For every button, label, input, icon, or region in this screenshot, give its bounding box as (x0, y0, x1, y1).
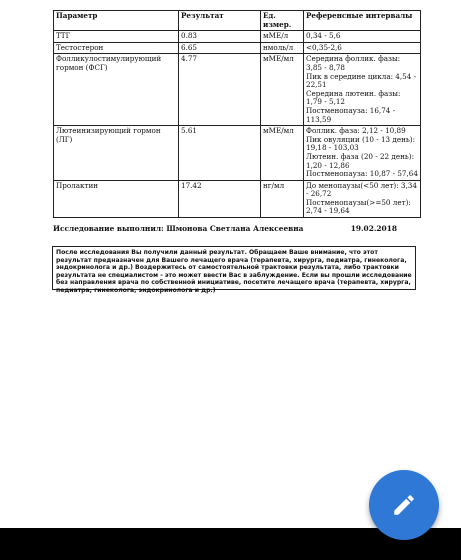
header-reference: Референсные интервалы (304, 11, 421, 31)
report-date: 19.02.2018 (350, 224, 397, 233)
ref-line: Постменопаузы(>=50 лет): 2,74 - 19,64 (306, 197, 411, 216)
table-row (54, 42, 421, 54)
row-result: 17.42 (179, 180, 261, 217)
ref-line: Пик в середине цикла: 4,54 - 22,51 (306, 71, 417, 90)
disclaimer-text: После исследования Вы получили данный результат. Обращаем Ваше внимание, что этот результат предназначен для Вашего лечащего врача (терапевта, хирурга, педиатра, гинеколога, эндокринолога и др.) Воздержитесь от самостоятельной трактовки результата, либо трактовки результата не специалистом - это может ввести Вас в заблуждение. Если вы прошли исследование без направления врача по собственной инициативе, посетите лечащего врача (терапевта, хирурга, педиатра, гинеколога, эндокринолога и др.) (56, 249, 412, 294)
row-ref (304, 54, 421, 126)
row-unit: нмоль/л (261, 42, 304, 54)
ref-line: Лютеин. фаза (20 - 22 день): 1,20 - 12,86 (306, 151, 415, 170)
table-row (54, 180, 421, 217)
row-ref (304, 126, 421, 181)
row-param: ТТГ (54, 31, 179, 43)
header-parameter: Параметр (54, 11, 179, 31)
row-unit: нг/мл (261, 180, 304, 217)
header-unit: Ед. измер. (261, 11, 304, 31)
row-unit: мМЕ/л (261, 31, 304, 43)
ref-line: Постменопауза: 16,74 - 113,59 (306, 105, 396, 124)
pencil-icon (391, 492, 417, 518)
ref-line: Постменопауза: 10,87 - 57,64 (306, 169, 418, 179)
performer-line (53, 224, 419, 233)
header-result: Результат (179, 11, 261, 31)
row-param: Пролактин (54, 180, 179, 217)
row-param: Тестостерон (54, 42, 179, 54)
ref-line: Середина фоллик. фазы: 3,85 - 8,78 (306, 54, 401, 72)
ref-line: Фоллик. фаза: 2,12 - 10,89 (306, 126, 406, 136)
ref-line: До менопаузы(<50 лет): 3,34 - 26,72 (306, 180, 417, 199)
performer-text: Исследование выполнил: Шмонова Светлана Алексеевна (53, 224, 304, 233)
row-result: 5.61 (179, 126, 261, 181)
disclaimer-box (52, 246, 416, 294)
row-ref (304, 42, 421, 54)
ref-line: Середина лютеин. фазы: 1,79 - 5,12 (306, 88, 401, 107)
ref-line: 0,34 - 5,6 (306, 31, 341, 41)
row-result: 6.65 (179, 42, 261, 54)
table-row (54, 31, 421, 43)
row-ref (304, 31, 421, 43)
row-ref (304, 180, 421, 217)
table-row (54, 126, 421, 181)
ref-line: <0,35-2,6 (306, 42, 342, 52)
edit-button[interactable] (369, 470, 439, 540)
ref-line: Пик овуляции (10 - 13 день): 19,18 - 103,03 (306, 134, 416, 153)
row-unit: мМЕ/мл (261, 54, 304, 126)
table-header-row (54, 11, 421, 31)
table-row (54, 54, 421, 126)
row-unit: мМЕ/мл (261, 126, 304, 181)
row-result: 0.83 (179, 31, 261, 43)
row-param: Лютеинизирующий гормон (ЛГ) (54, 126, 179, 181)
row-param: Фолликулостимулирующий гормон (ФСГ) (54, 54, 179, 126)
results-table (53, 10, 421, 218)
row-result: 4.77 (179, 54, 261, 126)
